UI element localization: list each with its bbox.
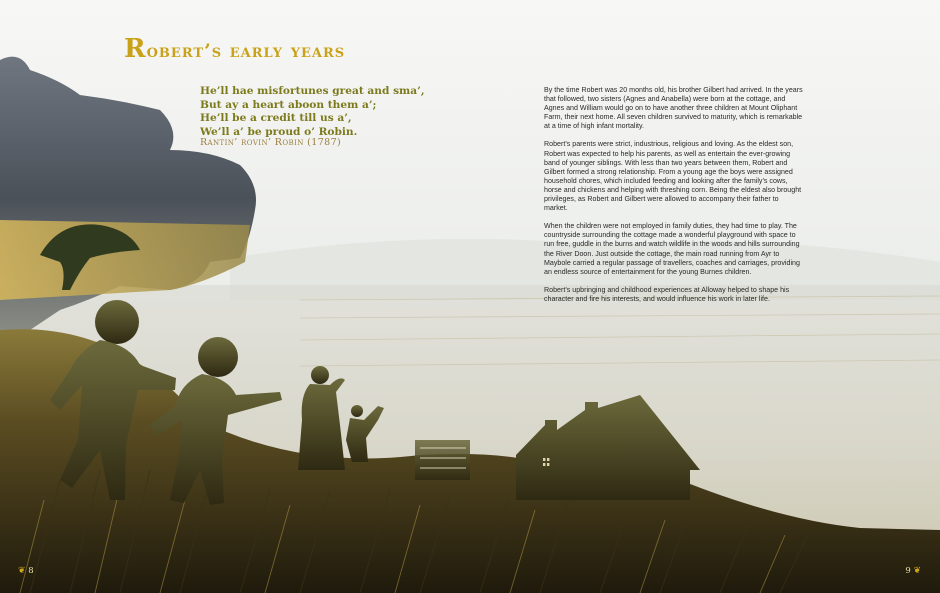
poem-line: But ay a heart aboon them a’; [200, 98, 377, 111]
paragraph: By the time Robert was 20 months old, his brother Gilbert had arrived. In the years that followed, two sisters (Agnes and Anabella) were born at the cottage, and Agnes and William would go on to have another three children at Mount Oliphant Farm, their next home. All seven children survived to maturity, which is remarkable at a time of high infant mortality. [544, 86, 803, 131]
poem-stanza [200, 85, 425, 139]
poem-line: He’ll hae misfortunes great and sma’, [200, 85, 425, 97]
paragraph: Robert’s parents were strict, industrious, religious and loving. As the eldest son, Robert was expected to help his parents, as well as entertain the ever-growing band of younger siblings. With less than two years between them, Robert and Gilbert formed a strong relationship. From a young age the boys were assigned household chores, which included feeding and looking after the family’s cows, horse and chickens and helping with threshing corn. Being the eldest also brought privileges, as Robert and Gilbert were allowed to accompany their father to market. [544, 140, 802, 213]
page-number-left: ❦ 8 [18, 566, 34, 576]
paragraph: When the children were not employed in family duties, they had time to play. The countryside surrounding the cottage made a wonderful playground with space to run free, guddle in the burns and watch wildlife in the woods and hills surrounding the River Doon. Just outside the cottage, the main road running from Ayr to Maybole carried a regular passage of travellers, coaches and carriages, providing an endless source of entertainment for the young Burnes children. [544, 222, 800, 276]
thistle-ornament-icon: ❦ [913, 566, 921, 576]
page-number-right: 9 ❦ [905, 566, 921, 576]
poem-line: He’ll be a credit till us a’, [200, 112, 352, 124]
poem-credit: Rantin’ rovin’ Robin (1787) [200, 137, 342, 148]
poem-line: We’ll a’ be proud o’ Robin. [200, 125, 358, 138]
thistle-ornament-icon: ❦ [18, 566, 26, 576]
page-title: Robert’s early years [124, 34, 346, 64]
paragraph: Robert’s upbringing and childhood experiences at Alloway helped to shape his character and fire his interests, and would influence his work in later life. [544, 285, 790, 303]
body-text [544, 86, 804, 313]
